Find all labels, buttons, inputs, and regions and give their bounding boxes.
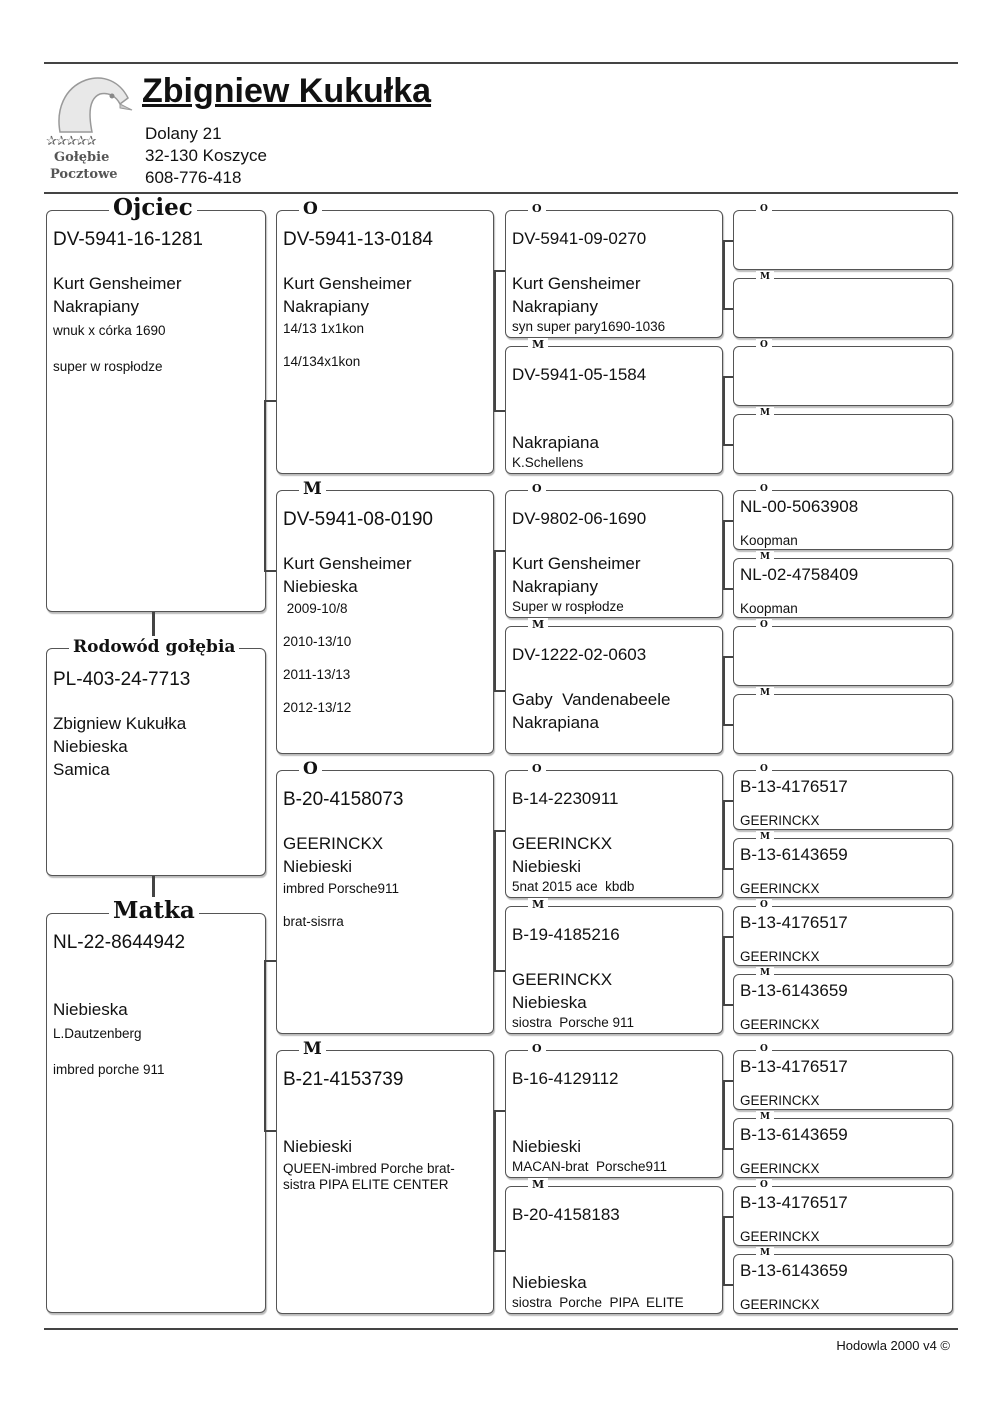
connector (723, 1216, 725, 1286)
subject-color: Niebieska (53, 737, 128, 756)
ff-ring: DV-5941-13-0184 (283, 229, 433, 250)
g4-note: GEERINCKX (740, 1093, 820, 1108)
g4-box-6 (733, 552, 953, 618)
mmm-note: siostra Porche PIPA ELITE (512, 1295, 684, 1310)
g4-note: GEERINCKX (740, 881, 820, 896)
g4-note: GEERINCKX (740, 1161, 820, 1176)
mfm-note: siostra Porsche 911 (512, 1015, 635, 1030)
mfm-ring: B-19-4185216 (512, 925, 620, 944)
fm-box (276, 479, 494, 754)
g4-ring: B-13-4176517 (740, 913, 848, 932)
fmf-box (505, 482, 723, 618)
g4-ring: B-13-4176517 (740, 1057, 848, 1076)
connector (723, 656, 725, 726)
g4-note: GEERINCKX (740, 1229, 820, 1244)
g4-label: M (756, 1247, 774, 1259)
connector (494, 1110, 496, 1252)
g4-label: O (756, 1043, 772, 1055)
fff-ring: DV-5941-09-0270 (512, 229, 647, 248)
g4-label: O (756, 339, 772, 351)
connector (152, 612, 155, 636)
g4-box-4 (733, 408, 953, 474)
pedigree-label: Rodowód gołębia (69, 637, 239, 657)
father-ring: DV-5941-16-1281 (53, 229, 203, 250)
mother-breeder: L.Dautzenberg (53, 1026, 142, 1041)
g4-box-11 (733, 900, 953, 966)
mother-box (46, 897, 266, 1313)
g4-ring: B-13-6143659 (740, 1261, 848, 1280)
mfm-color: Niebieska (512, 993, 587, 1012)
g4-box-1 (733, 204, 953, 270)
connector (723, 936, 725, 1006)
g4-label: M (756, 687, 774, 699)
fmm-ring: DV-1222-02-0603 (512, 645, 647, 664)
fmf-breeder: Kurt Gensheimer (512, 554, 641, 573)
fff-breeder: Kurt Gensheimer (512, 274, 641, 293)
g4-label: O (756, 899, 772, 911)
fm-color: Niebieska (283, 577, 358, 596)
mff-ring: B-14-2230911 (512, 789, 619, 808)
ffm-label: M (528, 338, 548, 352)
mm-note1: QUEEN-imbred Porche brat-sistra PIPA ELITE CENTER (283, 1161, 455, 1192)
g4-label: O (756, 763, 772, 775)
ff-box (276, 199, 494, 474)
fmf-note: Super w rospłodze (512, 599, 624, 614)
g4-box-12 (733, 968, 953, 1034)
mm-ring: B-21-4153739 (283, 1069, 404, 1090)
logo-line1: Gołębie (54, 150, 110, 165)
g4-box-3 (733, 340, 953, 406)
mf-box (276, 759, 494, 1034)
footer-rule (44, 1328, 958, 1330)
g4-ring: B-13-4176517 (740, 777, 848, 796)
fmf-ring: DV-9802-06-1690 (512, 509, 647, 528)
g4-label: M (756, 271, 774, 283)
ff-note2: 14/134x1kon (283, 354, 361, 369)
ff-breeder: Kurt Gensheimer (283, 274, 412, 293)
mff-box (505, 762, 723, 898)
g4-label: M (756, 831, 774, 843)
fff-color: Nakrapiany (512, 297, 598, 316)
ff-color: Nakrapiany (283, 297, 369, 316)
fmm-box (505, 618, 723, 754)
g4-label: O (756, 619, 772, 631)
g4-label: M (756, 967, 774, 979)
fm-label: M (299, 479, 326, 499)
breeder-name: Zbigniew Kukułka (142, 72, 432, 110)
g4-ring: B-13-6143659 (740, 981, 848, 1000)
logo-line2: Pocztowe (50, 167, 118, 182)
fff-note: syn super pary1690-1036 (512, 319, 666, 334)
pigeon-head-icon (46, 70, 136, 140)
g4-ring: B-13-4176517 (740, 1193, 848, 1212)
connector (494, 270, 496, 412)
mff-color: Niebieski (512, 857, 581, 876)
fm-note2: 2010-13/10 (283, 634, 352, 649)
mmm-color: Niebieska (512, 1273, 587, 1292)
ff-note1: 14/13 1x1kon (283, 321, 365, 336)
ffm-box (505, 338, 723, 474)
ff-label: O (299, 199, 322, 219)
connector (723, 520, 725, 590)
footer-text: Hodowla 2000 v4 © (836, 1338, 950, 1353)
fff-label: O (528, 202, 546, 216)
subject-box (46, 637, 266, 876)
mmf-box (505, 1042, 723, 1178)
mff-breeder: GEERINCKX (512, 834, 613, 853)
g4-note: Koopman (740, 601, 798, 616)
fm-ring: DV-5941-08-0190 (283, 509, 433, 530)
connector (723, 800, 725, 870)
g4-ring: NL-02-4758409 (740, 565, 859, 584)
fff-box (505, 202, 723, 338)
fmm-breeder: Gaby Vandenabeele (512, 690, 671, 709)
fm-breeder: Kurt Gensheimer (283, 554, 412, 573)
g4-box-14 (733, 1112, 953, 1178)
g4-note: GEERINCKX (740, 949, 820, 964)
phone: 608-776-418 (145, 168, 242, 187)
mmf-label: O (528, 1042, 546, 1056)
g4-box-2 (733, 272, 953, 338)
mfm-box (505, 898, 723, 1034)
connector (723, 240, 725, 310)
connector (264, 960, 266, 1132)
fm-note3: 2011-13/13 (283, 667, 351, 682)
g4-box-10 (733, 832, 953, 898)
mother-label: Matka (109, 897, 199, 925)
mf-color: Niebieski (283, 857, 352, 876)
father-note1: wnuk x córka 1690 (53, 323, 166, 338)
father-color: Nakrapiany (53, 297, 139, 316)
g4-box-9 (733, 764, 953, 830)
g4-label: M (756, 1111, 774, 1123)
connector (723, 376, 725, 446)
mfm-breeder: GEERINCKX (512, 970, 613, 989)
mm-color: Niebieski (283, 1137, 352, 1156)
mm-label: M (299, 1039, 326, 1059)
subject-ring: PL-403-24-7713 (53, 669, 191, 690)
g4-label: M (756, 551, 774, 563)
mff-label: O (528, 762, 546, 776)
g4-note: Koopman (740, 533, 798, 548)
fmf-label: O (528, 482, 546, 496)
mmf-ring: B-16-4129112 (512, 1069, 619, 1088)
logo-stars: ✰✰✰✰✰ (46, 133, 96, 148)
subject-owner: Zbigniew Kukułka (53, 714, 187, 733)
g4-box-16 (733, 1248, 953, 1314)
g4-box-8 (733, 688, 953, 754)
connector (723, 1080, 725, 1150)
mf-note1: imbred Porsche911 (283, 881, 400, 896)
fmm-label: M (528, 618, 548, 632)
g4-box-5 (733, 484, 953, 550)
address-line1: Dolany 21 (145, 124, 222, 143)
mother-note1: imbred porche 911 (53, 1062, 165, 1077)
mf-ring: B-20-4158073 (283, 789, 404, 810)
g4-note: GEERINCKX (740, 1017, 820, 1032)
mff-note: 5nat 2015 ace kbdb (512, 879, 635, 894)
g4-ring: B-13-6143659 (740, 845, 848, 864)
g4-box-13 (733, 1044, 953, 1110)
father-label: Ojciec (109, 194, 197, 222)
g4-note: GEERINCKX (740, 1297, 820, 1312)
ffm-note: K.Schellens (512, 455, 584, 470)
pigeon-logo (46, 70, 136, 185)
fmf-color: Nakrapiany (512, 577, 598, 596)
mfm-label: M (528, 898, 548, 912)
mf-label: O (299, 759, 322, 779)
top-rule (44, 62, 958, 64)
mf-breeder: GEERINCKX (283, 834, 384, 853)
connector (494, 550, 496, 692)
mm-box (276, 1039, 494, 1314)
mf-note2: brat-sisrra (283, 914, 344, 929)
mmf-note: MACAN-brat Porsche911 (512, 1159, 668, 1174)
mother-color: Niebieska (53, 1000, 128, 1019)
connector (494, 830, 496, 972)
g4-label: O (756, 203, 772, 215)
mmm-label: M (528, 1178, 548, 1192)
g4-box-15 (733, 1180, 953, 1246)
subject-sex: Samica (53, 760, 110, 779)
address-line2: 32-130 Koszyce (145, 146, 267, 165)
g4-label: O (756, 1179, 772, 1191)
father-note2: super w rospłodze (53, 359, 163, 374)
fmm-color: Nakrapiana (512, 713, 599, 732)
connector (264, 400, 266, 572)
mmm-ring: B-20-4158183 (512, 1205, 620, 1224)
g4-ring: NL-00-5063908 (740, 497, 859, 516)
ffm-ring: DV-5941-05-1584 (512, 365, 647, 384)
father-box (46, 194, 266, 612)
mmf-color: Niebieski (512, 1137, 581, 1156)
g4-box-7 (733, 620, 953, 686)
father-breeder: Kurt Gensheimer (53, 274, 182, 293)
g4-ring: B-13-6143659 (740, 1125, 848, 1144)
g4-label: O (756, 483, 772, 495)
fm-note4: 2012-13/12 (283, 700, 352, 715)
mmm-box (505, 1178, 723, 1314)
mother-ring: NL-22-8644942 (53, 932, 186, 953)
fm-note1: 2009-10/8 (283, 601, 348, 616)
ffm-color: Nakrapiana (512, 433, 599, 452)
g4-label: M (756, 407, 774, 419)
g4-note: GEERINCKX (740, 813, 820, 828)
